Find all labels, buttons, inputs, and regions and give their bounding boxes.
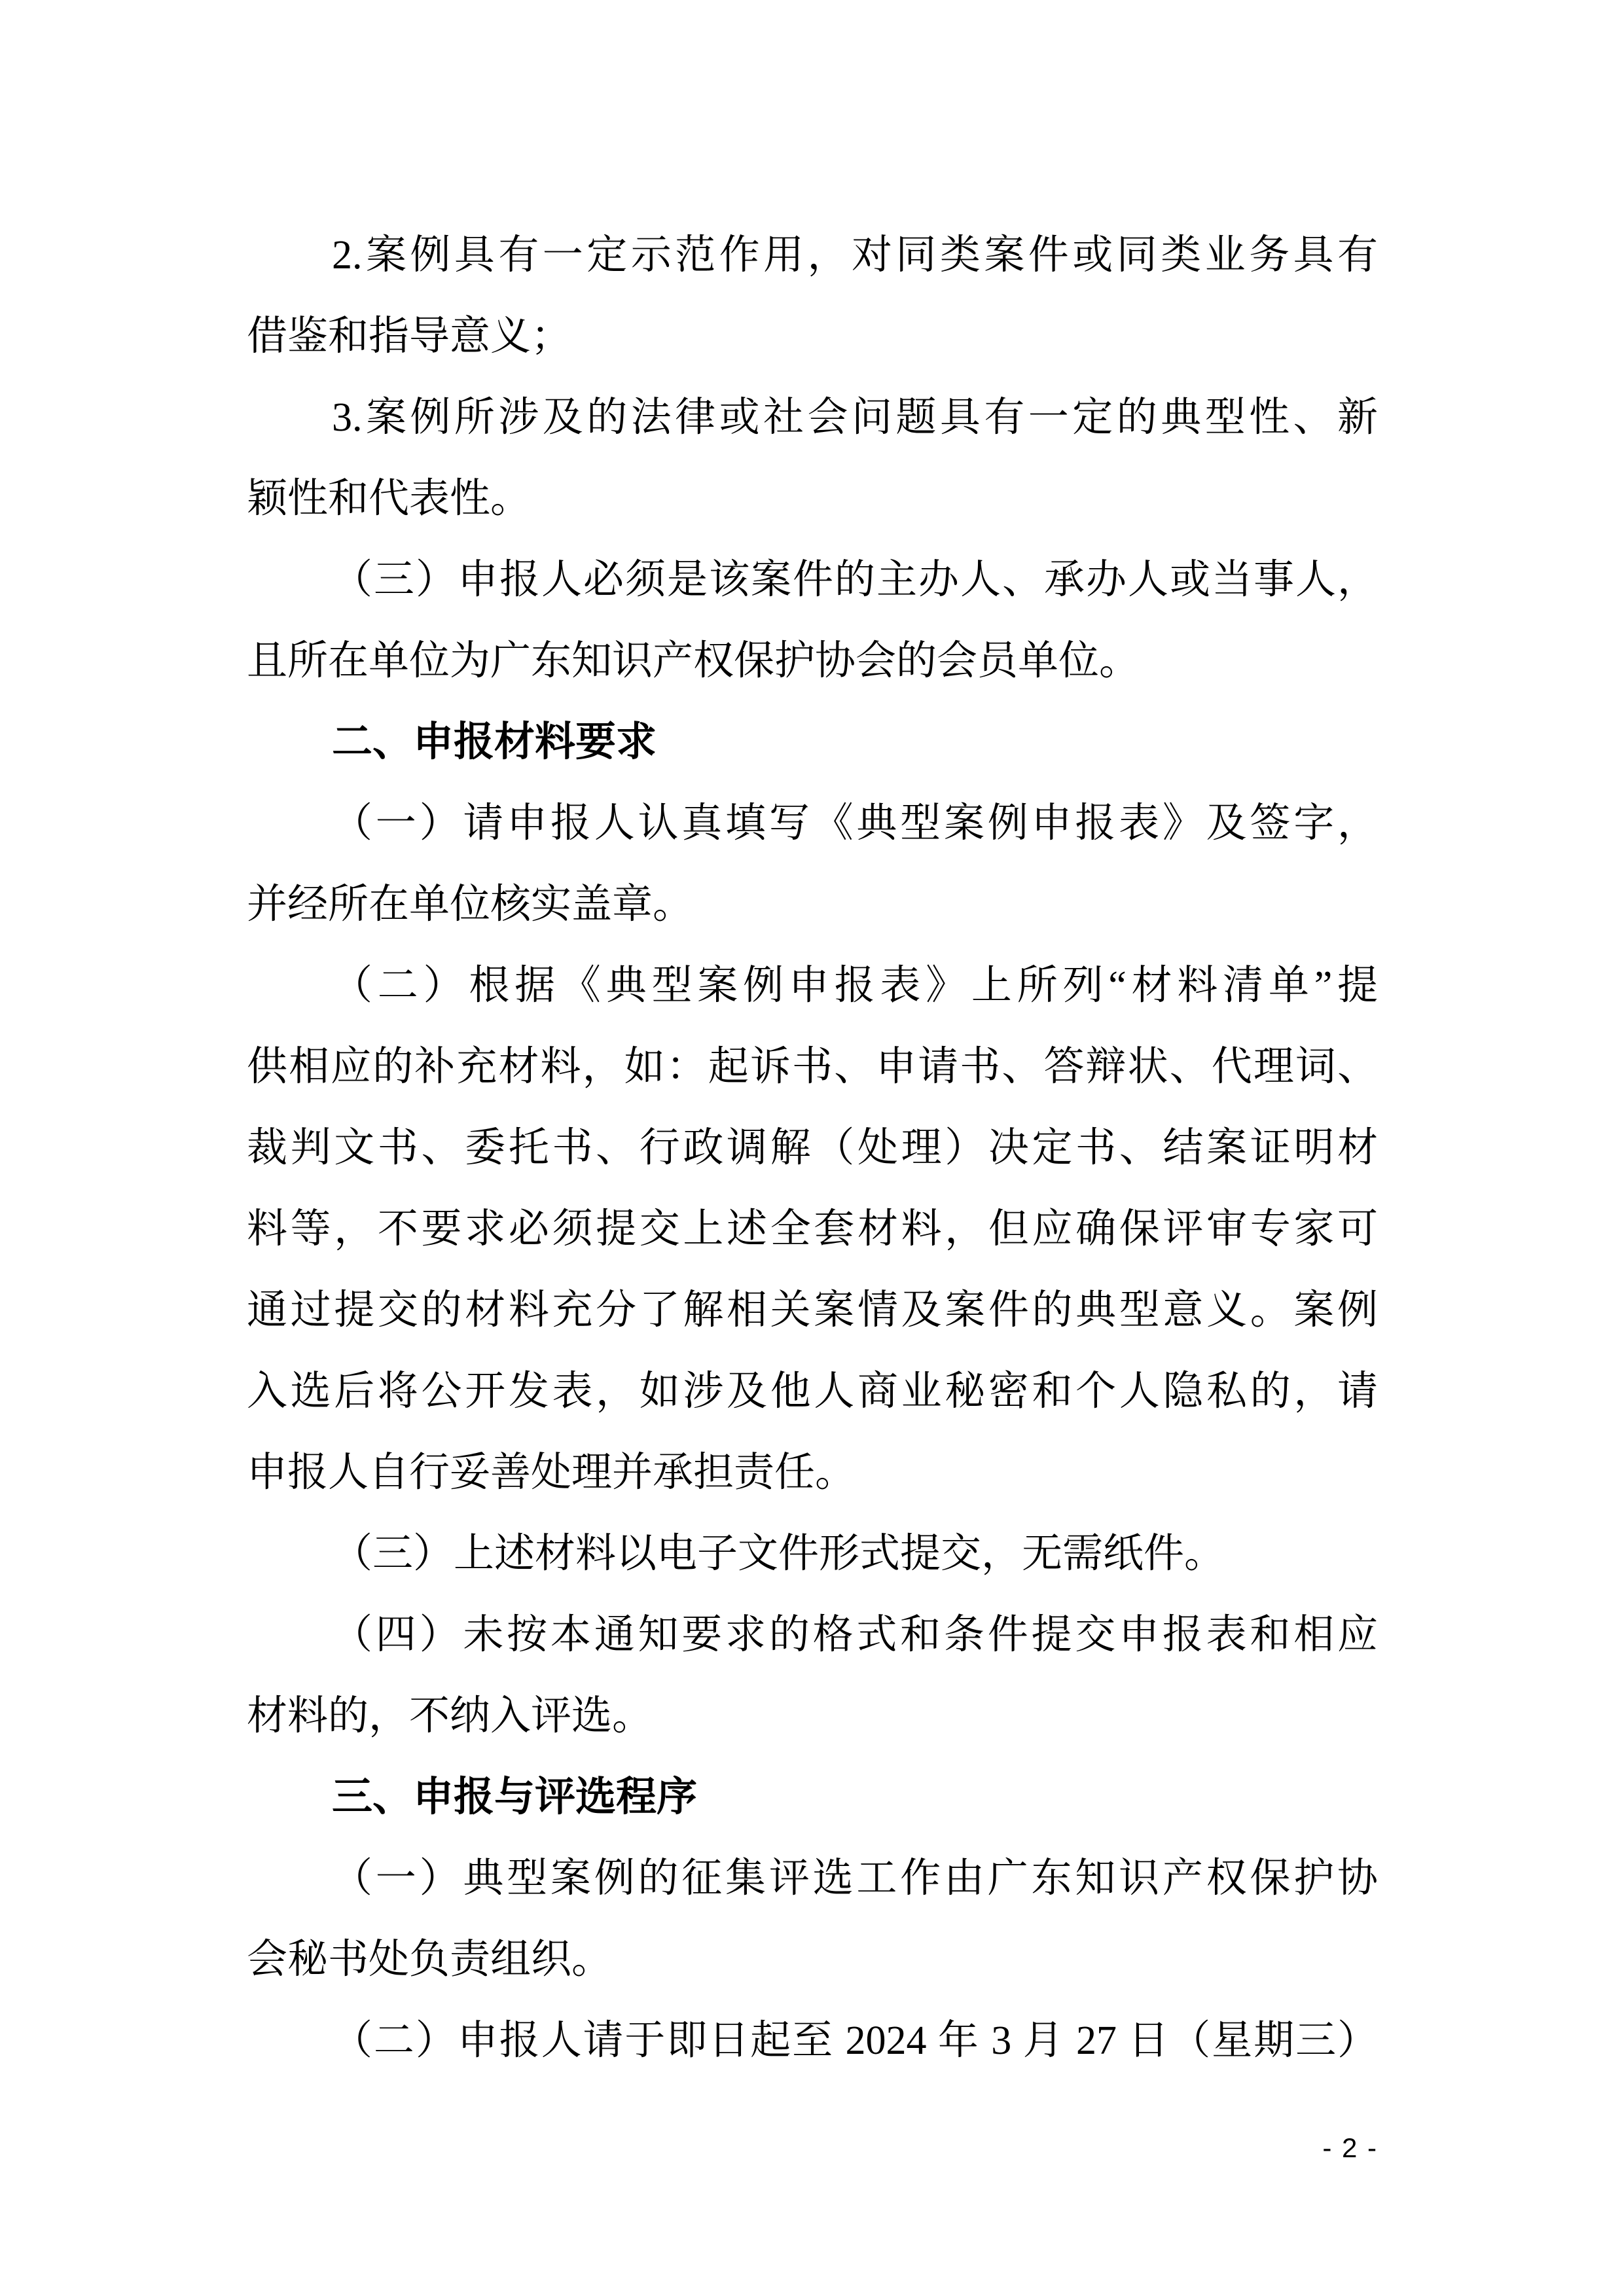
text-line: 二、申报材料要求 [332,719,657,764]
text-line: 颖性和代表性。 [247,476,532,521]
document-body [247,215,1378,2081]
text-line: 并经所在单位核实盖章。 [247,882,694,927]
text-line: 裁判文书、委托书、行政调解（处理）决定书、结案证明材 [247,1126,1378,1170]
text-line: 入选后将公开发表，如涉及他人商业秘密和个人隐私的，请 [247,1369,1378,1414]
text-line: （一）典型案例的征集评选工作由广东知识产权保护协 [332,1856,1378,1901]
text-line: （二）申报人请于即日起至 2024 年 3 月 27 日（星期三） [332,2018,1378,2063]
text-line: （三）申报人必须是该案件的主办人、承办人或当事人， [332,558,1378,602]
text-line: 通过提交的材料充分了解相关案情及案件的典型意义。案例 [247,1288,1378,1333]
page-footer [247,2128,1378,2168]
text-line: （三）上述材料以电子文件形式提交，无需纸件。 [332,1532,1225,1576]
text-line: 供相应的补充材料，如：起诉书、申请书、答辩状、代理词、 [247,1045,1378,1089]
page-number: - 2 - [1322,2132,1378,2163]
text-line: 三、申报与评选程序 [332,1774,698,1820]
text-line: （二）根据《典型案例申报表》上所列“材料清单”提 [332,963,1378,1008]
text-line: （一）请申报人认真填写《典型案例申报表》及签字， [332,801,1378,846]
text-line: 3.案例所涉及的法律或社会问题具有一定的典型性、新 [332,395,1378,440]
text-line: 借鉴和指导意义； [247,314,572,359]
text-line: （四）未按本通知要求的格式和条件提交申报表和相应 [332,1613,1378,1657]
text-line: 申报人自行妥善处理并承担责任。 [247,1450,856,1495]
text-line: 料等，不要求必须提交上述全套材料，但应确保评审专家可 [247,1207,1378,1251]
text-line: 会秘书处负责组织。 [247,1937,613,1982]
text-line: 且所在单位为广东知识产权保护协会的会员单位。 [247,639,1140,683]
text-line: 材料的，不纳入评选。 [247,1694,653,1738]
text-line: 2.案例具有一定示范作用，对同类案件或同类业务具有 [332,233,1378,278]
